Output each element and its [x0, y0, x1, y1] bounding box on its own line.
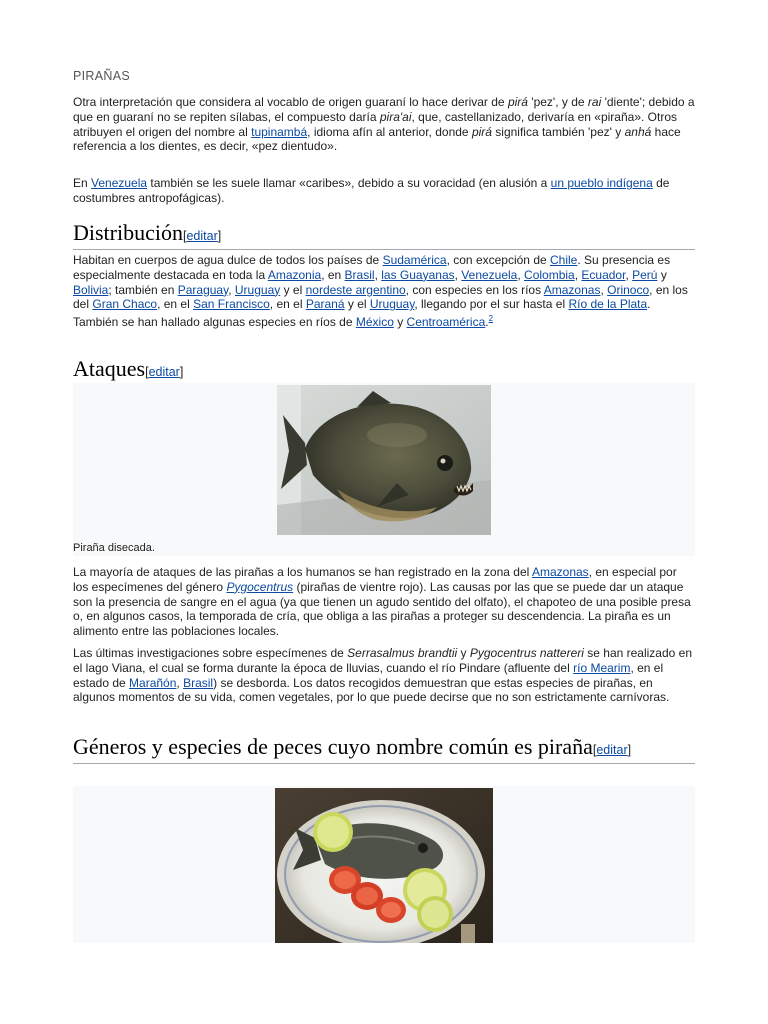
text-italic: pira'ai	[379, 109, 412, 124]
link-amazonas[interactable]: Amazonas	[531, 565, 589, 579]
text: de costumbres antropofágicas).	[73, 176, 670, 205]
figure-caption: Piraña disecada.	[73, 542, 155, 554]
heading-distribucion	[73, 220, 695, 250]
text: (pirañas de vientre rojo). Las causas por las que se puede dar un ataque son la presencia de sangre en el agua (ya que tienen un agudo sentido del olfato), el chapoteo de una posible presa o, en algunos casos, la temporada de cría, que obliga a las pirañas a proteger su descendencia. La piraña es un alimento entre las poblaciones locales.	[73, 579, 691, 639]
link-gran-chaco[interactable]: Gran Chaco	[92, 297, 158, 312]
text-italic: anhá	[624, 124, 652, 139]
text: ,	[517, 267, 525, 282]
edit-link-ataques[interactable]: editar	[148, 365, 180, 379]
link-peru[interactable]: Perú	[632, 267, 658, 282]
text: , llegando por el sur hasta el	[414, 297, 569, 312]
link-sudamerica[interactable]: Sudamérica	[382, 253, 447, 267]
plato-pirana-image[interactable]	[275, 788, 493, 943]
text: . También se han hallado algunas especies en ríos de	[73, 297, 651, 330]
text: En	[73, 176, 92, 190]
figure-plato-pirana	[73, 786, 695, 943]
text: , en especial por los especímenes del género	[73, 565, 677, 594]
heading-text: Ataques	[73, 356, 146, 381]
text: significa también 'pez' y	[491, 124, 625, 139]
text: . Su presencia es especialmente destacada en toda la	[73, 253, 671, 282]
ataques-paragraph-2	[73, 646, 695, 705]
intro-paragraph-1	[73, 95, 695, 154]
text: Las últimas investigaciones sobre especímenes de	[73, 646, 348, 660]
text: hace referencia a los dientes, es decir, «pez dientudo».	[73, 124, 681, 154]
edit-section	[593, 743, 631, 757]
text: ,	[625, 267, 633, 282]
text-italic: rai	[587, 95, 602, 109]
link-parana[interactable]: Paraná	[305, 297, 345, 312]
link-orinoco[interactable]: Orinoco	[607, 282, 650, 297]
link-ecuador[interactable]: Ecuador	[581, 267, 626, 282]
link-amazonia[interactable]: Amazonia	[267, 267, 322, 282]
link-venezuela[interactable]: Venezuela	[461, 267, 518, 282]
text: también se les suele llamar «caribes», debido a su voracidad (en alusión a	[147, 176, 551, 190]
link-maranon[interactable]: Marañón	[129, 675, 177, 690]
text: y	[457, 646, 470, 660]
text: , en	[321, 267, 345, 282]
text: Otra interpretación que considera al vocablo de origen guaraní lo hace derivar de	[73, 95, 508, 109]
text: ,	[600, 282, 608, 297]
text: , en el	[157, 297, 194, 312]
bracket: [	[145, 365, 149, 379]
text: .	[485, 315, 489, 330]
reference-link[interactable]: 2	[488, 314, 494, 324]
heading-text: Géneros y especies de peces cuyo nombre común es piraña	[73, 734, 593, 759]
edit-section	[145, 365, 183, 379]
link-brasil[interactable]: Brasil	[344, 267, 375, 282]
link-san-francisco[interactable]: San Francisco	[193, 297, 270, 312]
text: y el	[344, 297, 370, 312]
text: La mayoría de ataques de las pirañas a los humanos se han registrado en la zona del	[73, 565, 532, 579]
running-title: PIRAÑAS	[73, 69, 130, 83]
heading-generos	[73, 734, 695, 764]
text: ,	[228, 282, 235, 297]
link-pueblo-indigena[interactable]: un pueblo indígena	[550, 176, 653, 190]
text: ,	[454, 267, 462, 282]
link-las-guayanas[interactable]: las Guayanas	[381, 267, 455, 282]
text: , que, castellanizado, derivaría en «piraña». Otros atribuyen el origen del nombre al	[73, 109, 678, 139]
intro-paragraph-2	[73, 176, 695, 206]
text: ,	[574, 267, 582, 282]
heading-text: Distribución	[73, 220, 183, 245]
text: y	[393, 315, 407, 330]
link-pygocentrus[interactable]	[226, 580, 293, 594]
link-tupinamba[interactable]: tupinambá	[251, 124, 308, 139]
text-italic: pirá	[471, 124, 492, 139]
text: se han realizado en el lago Viana, el cual se forma durante la época de lluvias, cuando el río Pindare (afluente del	[73, 646, 693, 675]
text: Habitan en cuerpos de agua dulce de todos los países de	[73, 253, 383, 267]
pirana-disecada-image[interactable]	[277, 385, 491, 535]
text: 'pez', y de	[527, 95, 588, 109]
edit-link-distribucion[interactable]: editar	[186, 229, 218, 243]
text: y el	[280, 282, 306, 297]
text: , en el	[269, 297, 306, 312]
link-mexico[interactable]: México	[355, 315, 394, 330]
link-chile[interactable]: Chile	[550, 253, 578, 267]
text: 'diente'; debido a que en guaraní no se repiten sílabas, el compuesto daría	[73, 95, 695, 124]
ataques-paragraph-1	[73, 565, 695, 639]
text: , en el estado de	[73, 660, 664, 690]
link-bolivia[interactable]: Bolivia	[73, 282, 109, 297]
bracket: [	[592, 743, 597, 757]
link-paraguay[interactable]: Paraguay	[177, 282, 229, 297]
bracket: ]	[217, 229, 222, 243]
text: ,	[374, 267, 382, 282]
link-centroamerica[interactable]: Centroamérica	[406, 315, 486, 330]
link-venezuela[interactable]: Venezuela	[91, 176, 148, 190]
text: , idioma afín al anterior, donde	[307, 124, 472, 139]
link-brasil[interactable]: Brasil	[183, 675, 214, 690]
link-rio-de-la-plata[interactable]: Río de la Plata	[568, 297, 648, 312]
heading-ataques	[73, 356, 695, 386]
text: y	[657, 267, 667, 282]
edit-link-generos[interactable]: editar	[596, 743, 628, 757]
link-colombia[interactable]: Colombia	[524, 267, 575, 282]
edit-section	[183, 229, 221, 243]
text: , con especies en los ríos	[405, 282, 544, 297]
text: ,	[176, 675, 184, 690]
bracket: ]	[179, 365, 184, 379]
figure-pirana-disecada	[73, 383, 695, 556]
text: , en los del	[73, 282, 688, 312]
bracket: [	[183, 229, 187, 243]
text-italic: pirá	[507, 95, 528, 109]
link-uruguay[interactable]: Uruguay	[234, 282, 281, 297]
bracket: ]	[627, 743, 632, 757]
text: ; también en	[108, 282, 178, 297]
text: , con excepción de	[446, 253, 550, 267]
text-italic: Pygocentrus nattereri	[469, 646, 584, 660]
distribucion-paragraph	[73, 253, 695, 330]
link-amazonas[interactable]: Amazonas	[543, 282, 601, 297]
link-uruguay-river[interactable]: Uruguay	[369, 297, 415, 312]
text-italic: Serrasalmus brandtii	[347, 646, 458, 660]
link-rio-mearim[interactable]: río Mearim	[573, 660, 631, 675]
text-italic: Pygocentrus	[226, 579, 294, 594]
link-nordeste-argentino[interactable]: nordeste argentino	[305, 282, 406, 297]
text: ) se desborda. Los datos recogidos demuestran que estas especies de pirañas, en algunos momentos de su vida, comen vegetales, por lo que puede decirse que no son estrictamente carnívoras.	[73, 675, 670, 705]
